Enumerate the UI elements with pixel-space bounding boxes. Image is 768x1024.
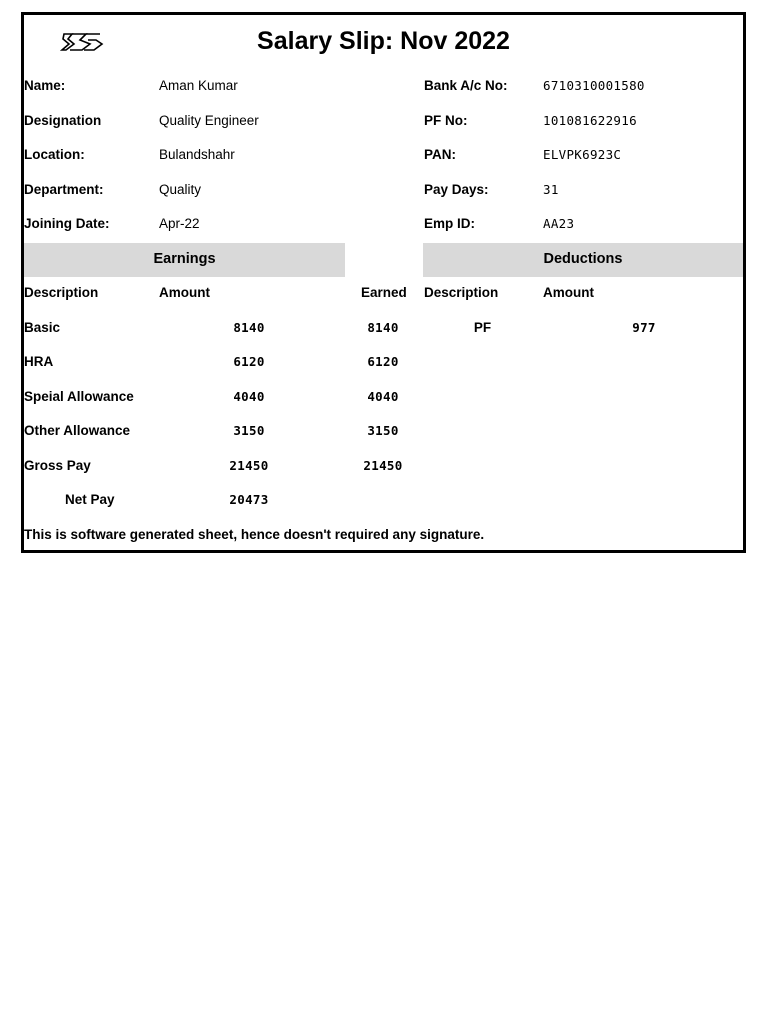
net-pay-label: Net Pay xyxy=(65,492,115,507)
emp-id-value: AA23 xyxy=(543,216,575,231)
pf-number-value: 101081622916 xyxy=(543,113,637,128)
earnings-header xyxy=(24,243,345,277)
name-label: Name: xyxy=(24,78,66,93)
pan-label: PAN: xyxy=(424,147,456,162)
deductions-col-amount: Amount xyxy=(543,285,594,300)
row-earned: 8140 xyxy=(367,320,399,335)
department-value: Quality xyxy=(159,182,202,197)
earnings-col-description: Description xyxy=(24,285,99,300)
gross-pay-amount: 21450 xyxy=(229,458,269,473)
row-amount: 977 xyxy=(632,320,656,335)
row-label: HRA xyxy=(24,354,54,369)
pay-days-label: Pay Days: xyxy=(424,182,489,197)
page-title: Salary Slip: Nov 2022 xyxy=(257,27,510,55)
gross-pay-earned: 21450 xyxy=(363,458,403,473)
designation-value: Quality Engineer xyxy=(159,113,259,128)
joining-date-value: Apr-22 xyxy=(159,216,200,231)
row-amount: 8140 xyxy=(233,320,265,335)
designation-label: Designation xyxy=(24,113,102,128)
salary-slip xyxy=(21,12,746,553)
deductions-col-description: Description xyxy=(424,285,499,300)
net-pay-amount: 20473 xyxy=(229,492,269,507)
row-amount: 6120 xyxy=(233,354,265,369)
row-earned: 3150 xyxy=(367,423,399,438)
emp-id-label: Emp ID: xyxy=(424,216,476,231)
earnings-col-amount: Amount xyxy=(159,285,210,300)
pf-number-label: PF No: xyxy=(424,113,468,128)
gross-pay-label: Gross Pay xyxy=(24,458,91,473)
row-earned: 4040 xyxy=(367,389,399,404)
earnings-col-earned: Earned xyxy=(361,285,407,300)
pay-days-value: 31 xyxy=(543,182,559,197)
deductions-header xyxy=(423,243,743,277)
row-amount: 3150 xyxy=(233,423,265,438)
row-label: Basic xyxy=(24,320,61,335)
row-label: Other Allowance xyxy=(24,423,131,438)
location-value: Bulandshahr xyxy=(159,147,235,162)
earnings-heading: Earnings xyxy=(153,251,216,267)
bank-account-value: 6710310001580 xyxy=(543,78,645,93)
row-label: PF xyxy=(473,320,492,335)
location-label: Location: xyxy=(24,147,85,162)
row-label: Speial Allowance xyxy=(24,389,134,404)
row-amount: 4040 xyxy=(233,389,265,404)
bank-account-label: Bank A/c No: xyxy=(424,78,508,93)
row-earned: 6120 xyxy=(367,354,399,369)
pan-value: ELVPK6923C xyxy=(543,147,622,162)
joining-date-label: Joining Date: xyxy=(24,216,110,231)
footer-note: This is software generated sheet, hence doesn't required any signature. xyxy=(24,527,485,542)
deductions-heading: Deductions xyxy=(543,251,623,267)
name-value: Aman Kumar xyxy=(159,78,238,93)
department-label: Department: xyxy=(24,182,104,197)
